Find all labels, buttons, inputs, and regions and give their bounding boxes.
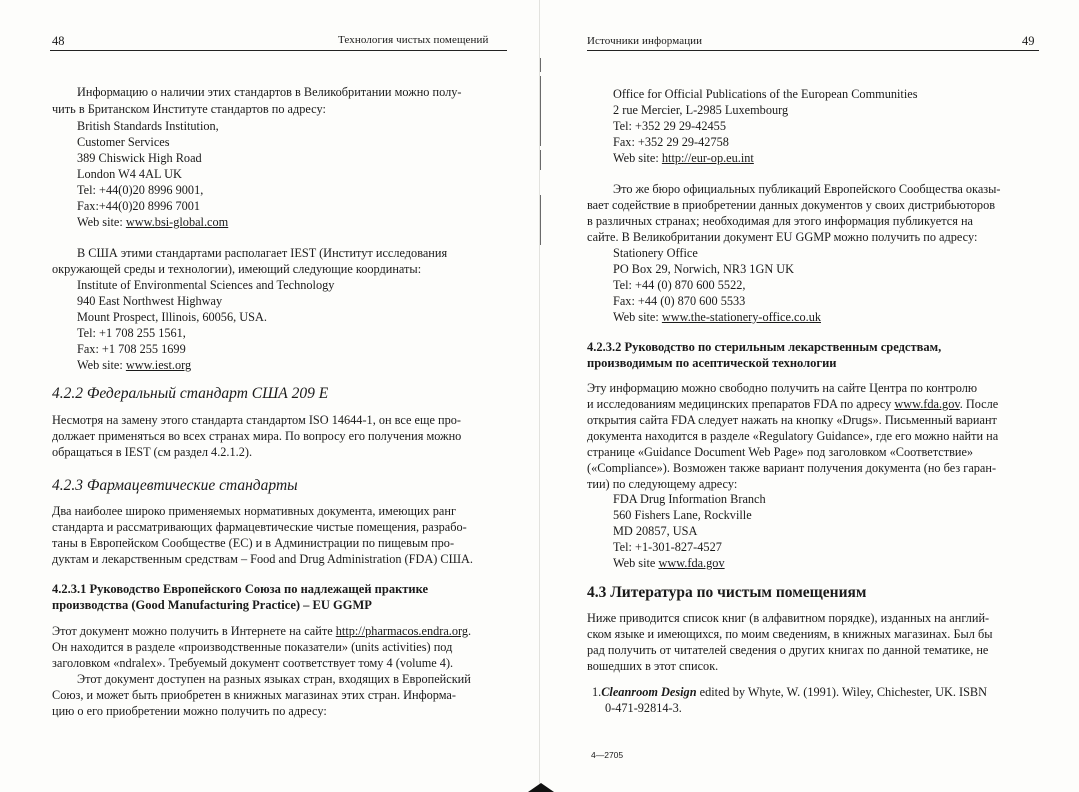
- paragraph-line: открытия сайта FDA следует нажать на кнопку «Drugs». Письменный вариант: [587, 413, 997, 427]
- address-line: Fax: +44 (0) 870 600 5533: [613, 294, 746, 308]
- paragraph-line: Ниже приводится список книг (в алфавитном порядке), изданных на англий-: [587, 611, 990, 625]
- paragraph-line: таны в Европейском Сообществе (ЕС) и в Администрации по пищевым про-: [52, 536, 455, 550]
- address-line: Fax: +1 708 255 1699: [77, 342, 186, 356]
- address-line: PO Box 29, Norwich, NR3 1GN UK: [613, 262, 795, 276]
- paragraph-line: Этот документ доступен на разных языках стран, входящих в Европейский: [77, 672, 471, 686]
- paragraph-line: заголовком «ndralex». Требуемый документ соответствует тому 4 (volume 4).: [52, 656, 454, 670]
- paragraph-line: Информацию о наличии этих стандартов в Великобритании можно полу-: [77, 85, 462, 99]
- address-line: Fax: +352 29 29-42758: [613, 135, 729, 149]
- section-heading-4-2-3: 4.2.3 Фармацевтические стандарты: [52, 477, 298, 494]
- paragraph-line: вает содействие в приобретении данных документов у своих дистрибьюторов: [587, 198, 996, 212]
- reference-continuation: 0-471-92814-3.: [605, 701, 682, 715]
- web-site-line: [77, 357, 191, 373]
- paragraph-line: дуктам и лекарственным средствам – Food and Drug Administration (FDA) США.: [52, 552, 473, 566]
- address-line: British Standards Institution,: [77, 119, 219, 133]
- paragraph-line: вошедших в этот список.: [587, 659, 719, 673]
- web-site-label: Web site: [613, 556, 659, 570]
- text-span: Этот документ можно получить в Интернете на сайте: [52, 624, 336, 638]
- address-line: Tel: +1 708 255 1561,: [77, 326, 186, 340]
- page-number: 49: [1022, 34, 1035, 48]
- section-heading-4-3: 4.3 Литература по чистым помещениям: [587, 584, 867, 601]
- address-line: Office for Official Publications of the European Communities: [613, 87, 918, 101]
- paragraph-line: ском языке и имеющихся, по моим сведениям, в книжных магазинах. Был бы: [587, 627, 993, 641]
- paragraph-line: Он находится в разделе «производственные показатели» (units activities) под: [52, 640, 453, 654]
- paragraph-line: в различных странах; необходимая для этого информация публикуется на: [587, 214, 973, 228]
- paragraph-line: документа находится в разделе «Regulatory Guidance», где его можно найти на: [587, 429, 999, 443]
- address-line: London W4 4AL UK: [77, 167, 182, 181]
- address-line: Fax:+44(0)20 8996 7001: [77, 199, 201, 213]
- paragraph-line: сайте. В Великобритании документ EU GGMP можно получить по адресу:: [587, 230, 978, 244]
- address-line: MD 20857, USA: [613, 524, 698, 538]
- right-page: [540, 0, 1079, 792]
- web-link[interactable]: http://pharmacos.endra.org: [335, 624, 469, 638]
- printer-signature: 4—2705: [591, 750, 624, 760]
- paragraph-line: рад получить от читателей сведения о других книгах по данной тематике, не: [587, 643, 989, 657]
- page-edge-mark: [528, 783, 554, 792]
- paragraph-line: Эту информацию можно свободно получить на сайте Центра по контролю: [587, 381, 978, 395]
- text-span: и исследованиям медицинских препаратов FDA по адресу: [587, 397, 895, 411]
- running-title: Технология чистых помещений: [338, 34, 489, 46]
- paragraph-line: странице «Guidance Document Web Page» под заголовком «Соответствие»: [587, 445, 974, 459]
- subsection-heading: 4.2.3.2 Руководство по стерильным лекарственным средствам,: [587, 340, 942, 354]
- address-line: Customer Services: [77, 135, 170, 149]
- reference-details: edited by Whyte, W. (1991). Wiley, Chichester, UK. ISBN: [696, 685, 988, 699]
- paragraph-line: Союз, и может быть приобретен в книжных магазинах этих стран. Информа-: [52, 688, 456, 702]
- page-number: 48: [52, 34, 65, 48]
- web-site-label: Web site:: [613, 310, 662, 324]
- web-link[interactable]: http://eur-op.eu.int: [661, 151, 754, 165]
- text-span: .: [468, 624, 472, 638]
- paragraph-line: Несмотря на замену этого стандарта стандартом ISO 14644-1, он все еще про-: [52, 413, 461, 427]
- paragraph-line: Два наиболее широко применяемых нормативных документа, имеющих ранг: [52, 504, 456, 518]
- subsection-heading: производимым по асептической технологии: [587, 356, 837, 370]
- header-rule: [50, 50, 507, 51]
- web-site-line: [613, 150, 754, 166]
- reference-title: Cleanroom Design: [601, 685, 697, 699]
- address-line: Institute of Environmental Sciences and Technology: [77, 278, 335, 292]
- paragraph-line: [587, 396, 998, 412]
- paragraph-line: должает применяться во всех странах мира. По вопросу его получения можно: [52, 429, 462, 443]
- web-site-label: Web site:: [77, 215, 126, 229]
- address-line: Tel: +44(0)20 8996 9001,: [77, 183, 204, 197]
- web-link[interactable]: www.the-stationery-office.co.uk: [661, 310, 821, 324]
- paragraph-line: чить в Британском Институте стандартов по адресу:: [52, 102, 326, 116]
- address-line: Mount Prospect, Illinois, 60056, USA.: [77, 310, 267, 324]
- web-site-line: [613, 555, 725, 571]
- address-line: Tel: +44 (0) 870 600 5522,: [613, 278, 746, 292]
- address-line: Tel: +352 29 29-42455: [613, 119, 726, 133]
- paragraph-line: цию о его приобретении можно получить по адресу:: [52, 704, 327, 718]
- subsection-heading: производства (Good Manufacturing Practice) – EU GGMP: [52, 598, 372, 612]
- text-span: . После: [959, 397, 999, 411]
- address-line: 2 rue Mercier, L-2985 Luxembourg: [613, 103, 789, 117]
- paragraph-line: В США этими стандартами располагает IEST (Институт исследования: [77, 246, 448, 260]
- address-line: 389 Chiswick High Road: [77, 151, 202, 165]
- web-site-label: Web site:: [613, 151, 662, 165]
- running-title: Источники информации: [587, 35, 703, 47]
- web-link[interactable]: www.bsi-global.com: [125, 215, 229, 229]
- address-line: 560 Fishers Lane, Rockville: [613, 508, 752, 522]
- address-line: FDA Drug Information Branch: [613, 492, 766, 506]
- reference-number: 1.: [592, 685, 602, 699]
- paragraph-line: [52, 623, 471, 639]
- web-link[interactable]: www.fda.gov: [658, 556, 725, 570]
- address-line: 940 East Northwest Highway: [77, 294, 223, 308]
- paragraph-line: («Compliance»). Возможен также вариант получения документа (но без гаран-: [587, 461, 997, 475]
- paragraph-line: обращаться в IEST (см раздел 4.2.1.2).: [52, 445, 253, 459]
- web-link[interactable]: www.iest.org: [125, 358, 192, 372]
- web-link[interactable]: www.fda.gov: [894, 397, 960, 411]
- address-line: Stationery Office: [613, 246, 698, 260]
- section-heading-4-2-2: 4.2.2 Федеральный стандарт США 209 Е: [52, 385, 329, 402]
- web-site-line: [77, 214, 228, 230]
- reference-item: [592, 684, 987, 700]
- header-rule: [587, 50, 1039, 51]
- web-site-line: [613, 309, 821, 325]
- web-site-label: Web site:: [77, 358, 126, 372]
- address-line: Tel: +1-301-827-4527: [613, 540, 722, 554]
- paragraph-line: тии) по следующему адресу:: [587, 477, 738, 491]
- paragraph-line: стандарта и рассматривающих фармацевтические чистые помещения, разрабо-: [52, 520, 467, 534]
- subsection-heading: 4.2.3.1 Руководство Европейского Союза по надлежащей практике: [52, 582, 429, 596]
- paragraph-line: Это же бюро официальных публикаций Европейского Сообщества оказы-: [613, 182, 1001, 196]
- paragraph-line: окружающей среды и технологии), имеющий следующие координаты:: [52, 262, 422, 276]
